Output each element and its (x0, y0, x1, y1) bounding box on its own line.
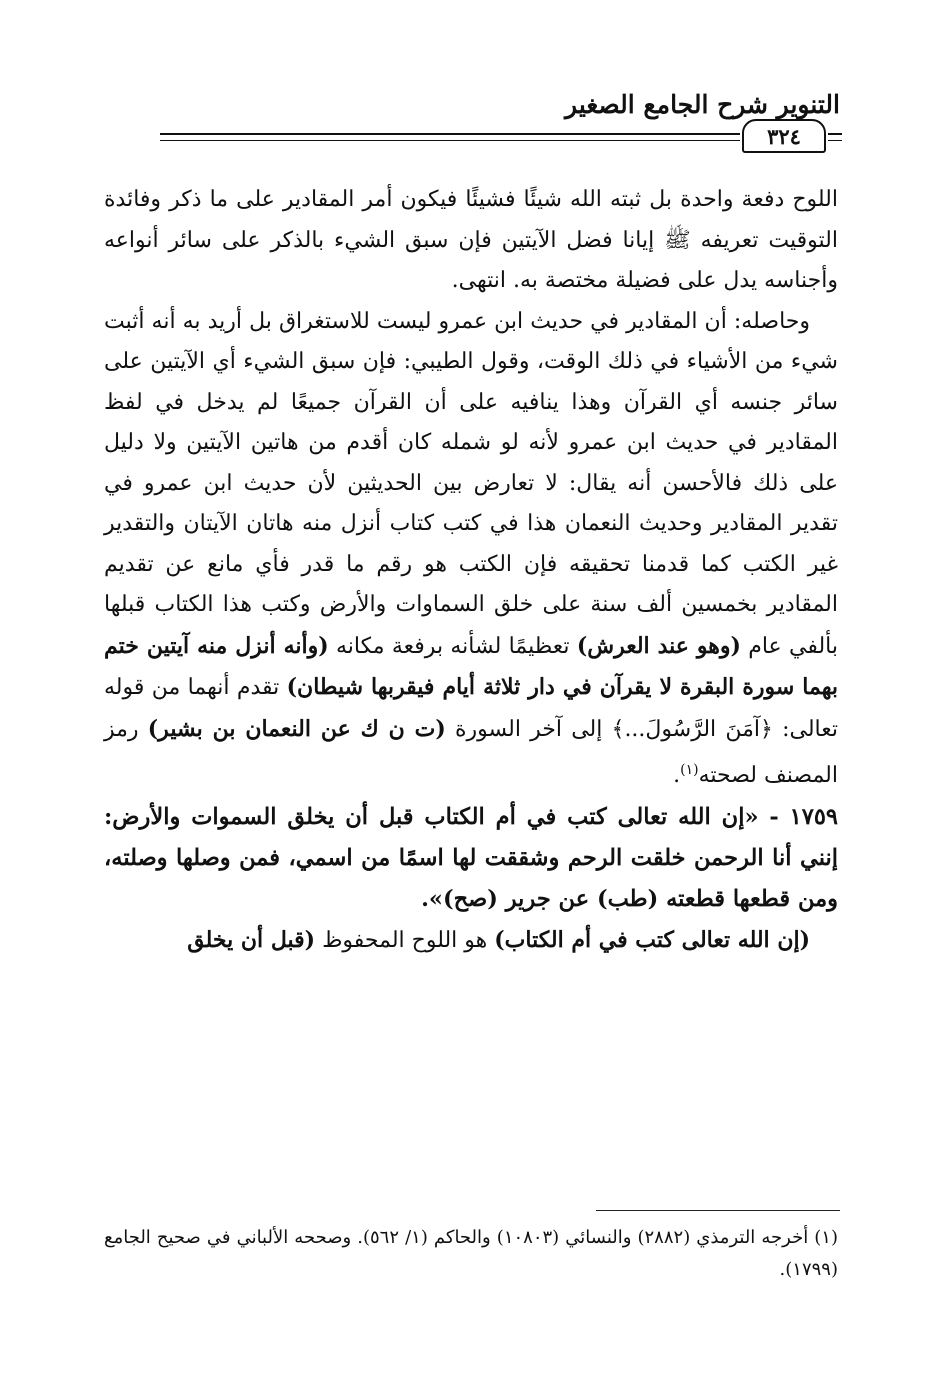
page-number: ٣٢٤ (742, 119, 826, 153)
paragraph-2-text-2: تعظيمًا لشأنه برفعة مكانه (336, 633, 570, 659)
footnotes (104, 1222, 838, 1286)
running-title: التنوير شرح الجامع الصغير (565, 90, 840, 119)
paragraph-2-end: . (673, 763, 681, 788)
paragraph-2-bold-2: (وأنه أنزل منه آيتين ختم بهما سورة البقرة لا يقرآن في دار ثلاثة أيام فيقربها شيطان) (104, 632, 838, 700)
footnote-separator (596, 1210, 840, 1211)
header-rule-stub (828, 133, 842, 141)
footnote-1: (١) أخرجه الترمذي (٢٨٨٢) والنسائي (١٠٨٠٣) والحاكم (١/ ٥٦٢). وصححه الألباني في صحيح الجامع (١٧٩٩). (104, 1227, 838, 1280)
header-rule (160, 133, 740, 141)
paragraph-3-bold-2: (قبل أن يخلق (187, 926, 316, 953)
paragraph-2 (104, 302, 838, 797)
paragraph-3-bold-1: (إن الله تعالى كتب في أم الكتاب) (494, 926, 810, 953)
footnote-ref-1[interactable]: (١) (680, 762, 699, 778)
paragraph-3 (104, 920, 838, 962)
paragraph-2-text-4: رمز المصنف لصحته (104, 716, 838, 788)
main-text (104, 180, 838, 961)
paragraph-1: اللوح دفعة واحدة بل ثبته الله شيئًا فشيئًا فيكون أمر المقادير على ما ذكر وفائدة التوقيت تعريفه ﷺ إيانا فضل الآيتين فإن سبق الشيء بالذكر على سائر أنواعه وأجناسه يدل على فضيلة مختصة به. انتهى. (104, 187, 838, 293)
paragraph-2-text: وحاصله: أن المقادير في حديث ابن عمرو ليست للاستغراق بل أريد به أنه أثبت شيء من الأشياء في ذلك الوقت، وقول الطيبي: فإن سبق الشيء أي الآيتين على سائر جنسه أي القرآن وهذا ينافيه على أن القرآن جميعًا لم يدخل في لفظ المقادير في حديث ابن عمرو لأنه لو شمله كان أقدم من هاتين الآيتين ولا دليل على ذلك فالأحسن أنه يقال: لا تعارض بين الحديثين لأن حديث ابن عمرو في تقدير المقادير وحديث النعمان هذا في كتب كتاب أنزل منه هاتان الآيتان والتقدير غير الكتب كما قدمنا تحقيقه فإن الكتب هو رقم ما قدر فأي مانع عن تقديم المقادير بخمسين ألف سنة على خلق السماوات والأرض وكتب هذا الكتاب قبلها بألفي عام (104, 308, 838, 659)
hadith-1759: ١٧٥٩ - «إن الله تعالى كتب في أم الكتاب قبل أن يخلق السموات والأرض: إنني أنا الرحمن خلقت الرحم وشققت لها اسمًا من اسمي، فمن وصلها وصلته، ومن قطعها قطعته (طب) عن جرير (صح)». (104, 803, 838, 912)
paragraph-3-text-1: هو اللوح المحفوظ (322, 927, 488, 953)
paragraph-2-text-3: تقدم أنهما من قوله تعالى: ﴿آمَنَ الرَّسُولَ...﴾ إلى آخر السورة (104, 675, 838, 742)
paragraph-2-bold-3: (ت ن ك عن النعمان بن بشير) (147, 715, 446, 742)
paragraph-2-bold-1: (وهو عند العرش) (576, 632, 741, 659)
